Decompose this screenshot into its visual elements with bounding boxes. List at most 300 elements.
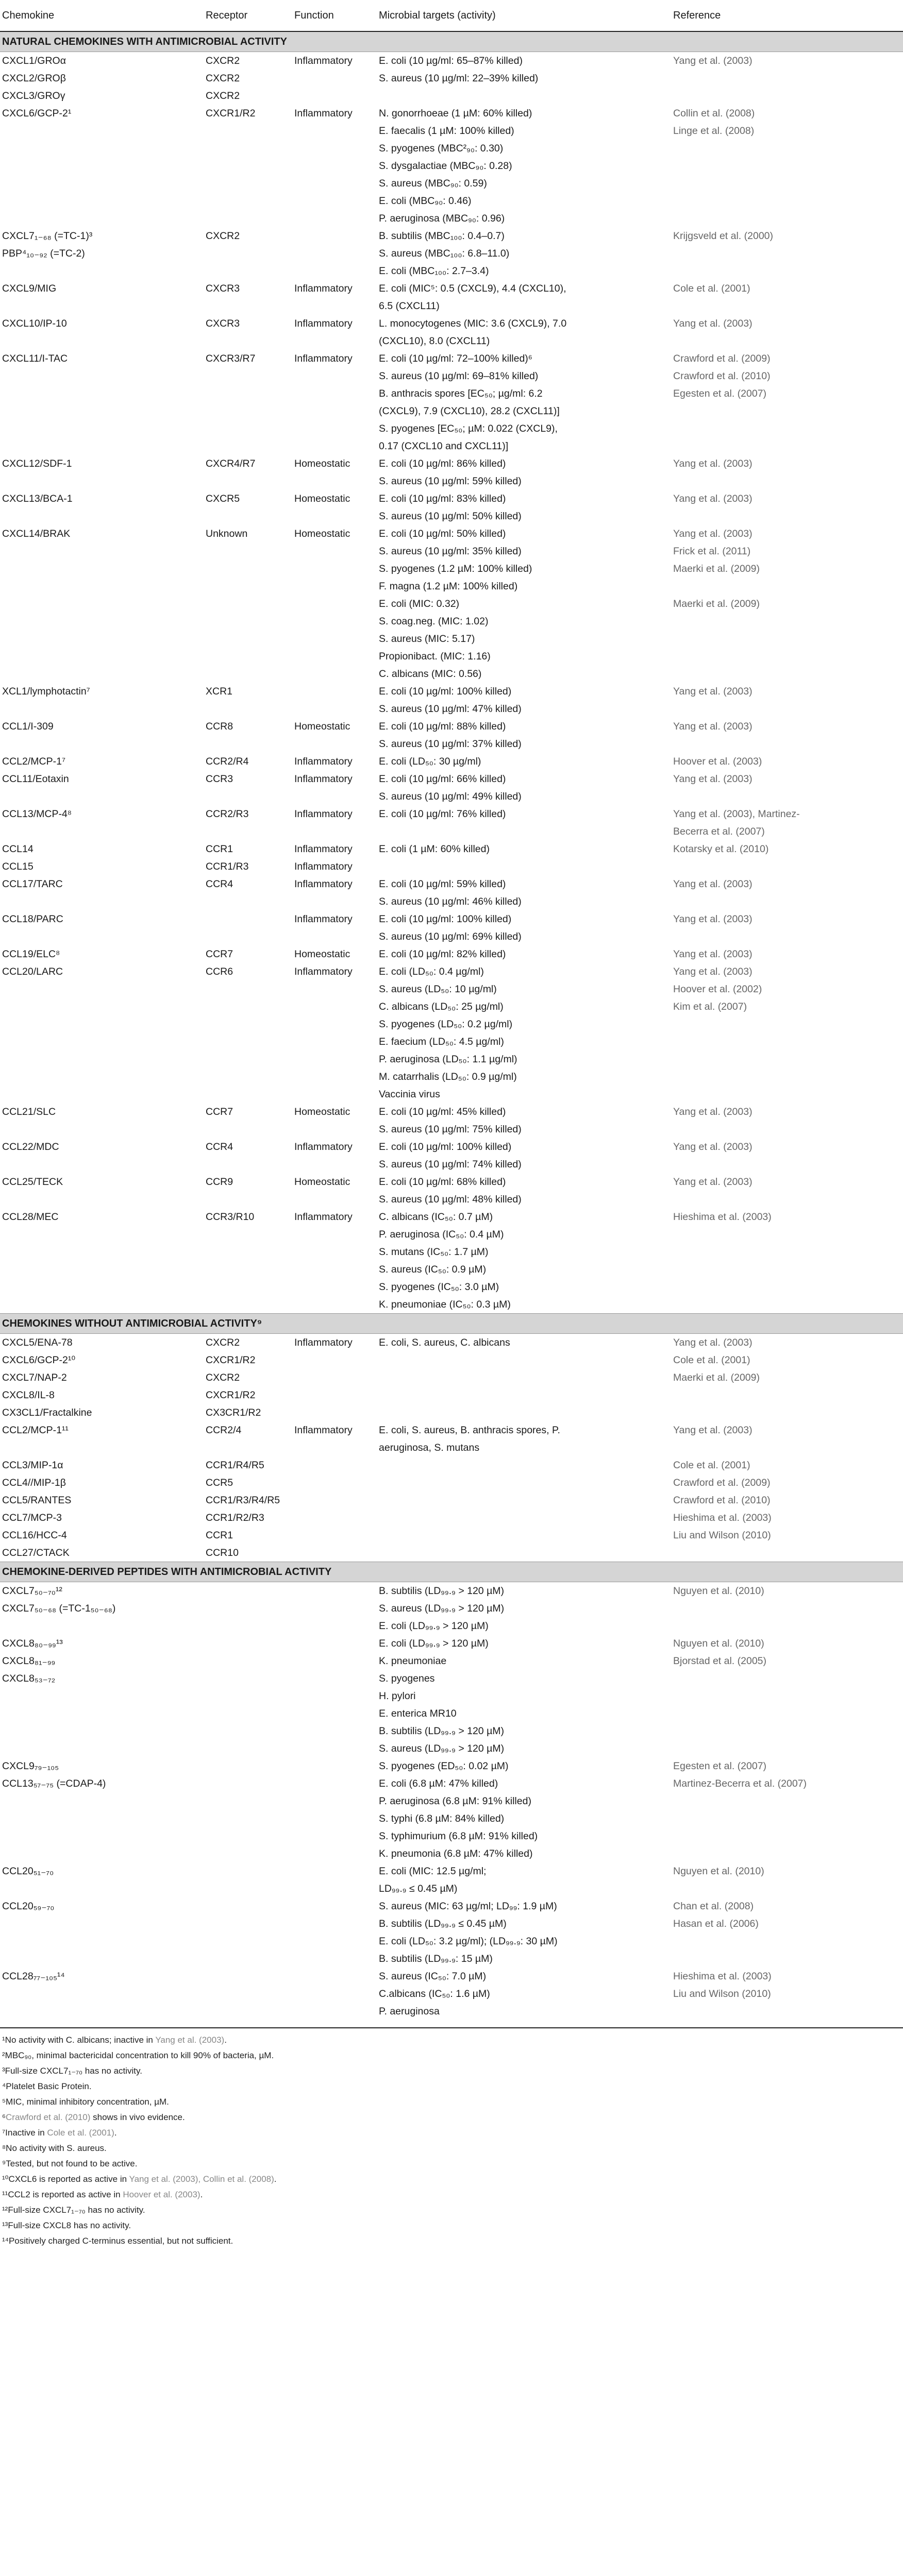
reference-cell [671, 350, 903, 455]
targets-line: S. aureus (10 µg/ml: 47% killed) [379, 703, 522, 715]
receptor-cell [204, 105, 292, 227]
function-line: Inflammatory [294, 756, 353, 767]
reference-line: Kotarsky et al. (2010) [673, 843, 769, 855]
receptor-line: CCR4 [206, 1141, 233, 1153]
receptor-cell [204, 753, 292, 770]
function-line: Homeostatic [294, 493, 350, 504]
receptor-line: CCR1/R3/R4/R5 [206, 1495, 280, 1506]
chemokine-line: CXCL11/I-TAC [2, 353, 68, 364]
targets-cell [377, 350, 671, 455]
targets-line: E. coli (10 µg/ml: 66% killed) [379, 773, 506, 785]
receptor-cell [204, 683, 292, 718]
reference-line: Cole et al. (2001) [673, 283, 750, 294]
footnote-text: ⁹Tested, but not found to be active. [2, 2159, 138, 2168]
targets-line: E. coli (MBC₉₀: 0.46) [379, 195, 472, 207]
receptor-cell [204, 910, 292, 945]
chemokine-line: CXCL9₇₉₋₁₀₅ [2, 1760, 59, 1772]
targets-cell [377, 227, 671, 280]
targets-line: S. aureus (IC₅₀: 7.0 µM) [379, 1971, 487, 1982]
targets-line: S. aureus (10 µg/ml: 50% killed) [379, 511, 522, 522]
targets-cell [377, 1208, 671, 1314]
table-row [0, 315, 903, 350]
function-line: Homeostatic [294, 528, 350, 539]
targets-line: B. subtilis (LD₉₉.₉: 15 µM) [379, 1953, 493, 1964]
chemokine-line: CXCL8₅₃₋₇₂ [2, 1673, 56, 1684]
reference-cell [671, 875, 903, 910]
targets-line: E. coli (MBC₁₀₀: 2.7–3.4) [379, 265, 489, 277]
reference-cell [671, 1173, 903, 1208]
chemokine-cell [0, 1862, 204, 1897]
targets-line: S. pyogenes [EC₅₀; µM: 0.022 (CXCL9), [379, 423, 558, 434]
chemokine-cell [0, 350, 204, 455]
table-row [0, 52, 903, 105]
chemokine-line: CCL27/CTACK [2, 1547, 70, 1558]
targets-line: E. coli (1 µM: 60% killed) [379, 843, 490, 855]
chemokine-line: CXCL10/IP-10 [2, 318, 67, 329]
reference-line: Yang et al. (2003) [673, 948, 752, 960]
table-body [0, 31, 903, 2020]
targets-cell [377, 1421, 671, 1456]
function-line: Homeostatic [294, 1106, 350, 1117]
targets-line: E. coli (10 µg/ml: 83% killed) [379, 493, 506, 504]
targets-cell [377, 683, 671, 718]
targets-line: E. coli (10 µg/ml: 45% killed) [379, 1106, 506, 1117]
targets-cell [377, 945, 671, 963]
receptor-cell [204, 350, 292, 455]
function-line: Inflammatory [294, 1211, 353, 1223]
function-cell [292, 1635, 377, 1757]
chemokine-line: CXCL9/MIG [2, 283, 57, 294]
targets-cell [377, 525, 671, 683]
targets-line: E. coli (10 µg/ml: 59% killed) [379, 878, 506, 890]
reference-line: Crawford et al. (2010) [673, 370, 771, 382]
footnote-text: ⁶ [2, 2112, 6, 2122]
receptor-cell [204, 52, 292, 105]
targets-line: E. coli, S. aureus, B. anthracis spores, P. [379, 1425, 560, 1436]
footnote-reference-link[interactable]: Hoover et al. (2003) [123, 2190, 200, 2199]
function-cell [292, 1138, 377, 1173]
receptor-cell [204, 1103, 292, 1138]
function-cell [292, 770, 377, 805]
footnote-text: ¹⁴Positively charged C-terminus essential, but not sufficient. [2, 2236, 233, 2246]
targets-line: E. faecalis (1 µM: 100% killed) [379, 125, 514, 137]
receptor-line: CX3CR1/R2 [206, 1407, 261, 1418]
reference-line: Yang et al. (2003) [673, 773, 752, 785]
receptor-cell [204, 490, 292, 525]
chemokine-line: CX3CL1/Fractalkine [2, 1407, 92, 1418]
chemokine-cell [0, 1635, 204, 1757]
section-header [0, 31, 903, 52]
targets-line: LD₉₉.₉ ≤ 0.45 µM) [379, 1883, 458, 1894]
reference-cell [671, 1138, 903, 1173]
reference-line [673, 578, 901, 595]
targets-cell [377, 805, 671, 840]
targets-cell [377, 770, 671, 805]
targets-cell [377, 1862, 671, 1897]
function-cell [292, 718, 377, 753]
reference-line: Nguyen et al. (2010) [673, 1638, 764, 1649]
targets-line: S. aureus (LD₉₉.₉ > 120 µM) [379, 1603, 505, 1614]
chemokine-line: CXCL8₈₀₋₉₉¹³ [2, 1638, 63, 1649]
function-cell [292, 350, 377, 455]
targets-line: B. subtilis (LD₉₉.₉ > 120 µM) [379, 1725, 505, 1737]
chemokine-line: CXCL7₅₀₋₇₀¹² [2, 1585, 62, 1597]
receptor-line: CCR3/R10 [206, 1211, 255, 1223]
chemokine-cell [0, 1897, 204, 1968]
chemokine-line: CCL22/MDC [2, 1141, 59, 1153]
chemokine-line: CCL2/MCP-1⁷ [2, 756, 65, 767]
table-row [0, 910, 903, 945]
reference-cell [671, 105, 903, 227]
chemokine-cell [0, 910, 204, 945]
chemokine-cell [0, 315, 204, 350]
table-row [0, 455, 903, 490]
chemokine-line: CCL3/MIP-1α [2, 1460, 63, 1471]
reference-cell [671, 770, 903, 805]
targets-cell [377, 1897, 671, 1968]
reference-line: Hoover et al. (2002) [673, 984, 762, 995]
targets-line: E. coli (MIC: 12.5 µg/ml; [379, 1866, 487, 1877]
targets-line: E. coli (10 µg/ml: 65–87% killed) [379, 55, 523, 66]
chemokine-cell [0, 963, 204, 1103]
receptor-line: CCR9 [206, 1176, 233, 1188]
reference-line: Hoover et al. (2003) [673, 756, 762, 767]
receptor-line: CXCR1/R2 [206, 1354, 256, 1366]
targets-line: S. pyogenes (IC₅₀: 3.0 µM) [379, 1281, 499, 1293]
receptor-cell [204, 1456, 292, 1562]
reference-cell [671, 805, 903, 840]
receptor-cell [204, 280, 292, 315]
receptor-line: CCR10 [206, 1547, 239, 1558]
receptor-line: CXCR5 [206, 493, 240, 504]
receptor-line: CXCR2 [206, 230, 240, 242]
reference-line: Yang et al. (2003) [673, 1176, 752, 1188]
reference-cell [671, 1635, 903, 1757]
targets-cell [377, 105, 671, 227]
header-function: Function [294, 9, 334, 21]
targets-line: S. aureus (10 µg/ml: 49% killed) [379, 791, 522, 802]
reference-line: Yang et al. (2003) [673, 686, 752, 697]
table-row [0, 1862, 903, 1897]
receptor-cell [204, 1968, 292, 2020]
targets-line: C. albicans (LD₅₀: 25 µg/ml) [379, 1001, 504, 1012]
function-line: Inflammatory [294, 318, 353, 329]
footnote-text: ¹²Full-size CXCL7₁₋₇₀ has no activity. [2, 2205, 145, 2215]
targets-line: P. aeruginosa (MBC₉₀: 0.96) [379, 213, 505, 224]
chemokine-cell [0, 718, 204, 753]
targets-line: (CXCL10), 8.0 (CXCL11) [379, 335, 490, 347]
reference-cell [671, 227, 903, 280]
targets-line: S. aureus (10 µg/ml: 69–81% killed) [379, 370, 539, 382]
targets-line: H. pylori [379, 1690, 416, 1702]
chemokine-line: CCL20₅₉₋₇₀ [2, 1901, 55, 1912]
function-line: Inflammatory [294, 861, 353, 872]
footnote-suffix: . [224, 2035, 227, 2045]
targets-cell [377, 1635, 671, 1757]
receptor-line: CXCR2 [206, 1372, 240, 1383]
footnote [0, 2187, 903, 2202]
reference-cell [671, 1968, 903, 2020]
footnote [0, 2048, 903, 2063]
targets-cell [377, 718, 671, 753]
reference-line: Crawford et al. (2009) [673, 1477, 771, 1488]
targets-line: S. aureus (10 µg/ml: 46% killed) [379, 896, 522, 907]
function-cell [292, 753, 377, 770]
targets-line: E. faecium (LD₅₀: 4.5 µg/ml) [379, 1036, 504, 1047]
targets-line: S. pyogenes (LD₅₀: 0.2 µg/ml) [379, 1019, 513, 1030]
reference-line: Yang et al. (2003) [673, 1337, 752, 1348]
targets-line: C. albicans (MIC: 0.56) [379, 668, 482, 680]
chemokine-line: CCL17/TARC [2, 878, 63, 890]
targets-line: E. coli (LD₉₉.₉ > 120 µM) [379, 1638, 489, 1649]
reference-line: Yang et al. (2003) [673, 966, 752, 977]
targets-line: S. pyogenes (MBC²₉₀: 0.30) [379, 143, 504, 154]
function-line: Inflammatory [294, 913, 353, 925]
chemokine-cell [0, 1456, 204, 1562]
chemokine-line: CCL20/LARC [2, 966, 63, 977]
function-line: Inflammatory [294, 1337, 353, 1348]
chemokine-cell [0, 1173, 204, 1208]
reference-cell [671, 1421, 903, 1456]
reference-line: Crawford et al. (2009) [673, 353, 771, 364]
footnote-reference-link[interactable]: Crawford et al. (2010) [6, 2112, 91, 2122]
receptor-line: CCR1 [206, 1530, 233, 1541]
table-row [0, 1103, 903, 1138]
function-line: Inflammatory [294, 878, 353, 890]
targets-line: K. pneumonia (6.8 µM: 47% killed) [379, 1848, 533, 1859]
function-cell [292, 490, 377, 525]
receptor-line: CCR2/R3 [206, 808, 249, 820]
targets-line: S. aureus (LD₅₀: 10 µg/ml) [379, 984, 497, 995]
targets-line: P. aeruginosa [379, 2006, 440, 2017]
chemokine-cell [0, 490, 204, 525]
receptor-line: CCR3 [206, 773, 233, 785]
footnote-text: ¹⁰CXCL6 is reported as active in [2, 2174, 129, 2184]
reference-cell [671, 280, 903, 315]
receptor-cell [204, 1897, 292, 1968]
chemokine-line: CCL25/TECK [2, 1176, 63, 1188]
table-row [0, 490, 903, 525]
reference-line: Yang et al. (2003) [673, 878, 752, 890]
chemokine-cell [0, 1334, 204, 1422]
receptor-cell [204, 1334, 292, 1422]
chemokine-line: CCL16/HCC-4 [2, 1530, 67, 1541]
reference-line: Yang et al. (2003) [673, 913, 752, 925]
footnote-reference-link[interactable]: Yang et al. (2003) [155, 2035, 225, 2045]
function-line: Inflammatory [294, 55, 353, 66]
chemokine-cell [0, 1103, 204, 1138]
table-row [0, 753, 903, 770]
receptor-line: CCR1/R4/R5 [206, 1460, 264, 1471]
reference-cell [671, 840, 903, 875]
chemokine-line: CXCL5/ENA-78 [2, 1337, 73, 1348]
receptor-line: CCR7 [206, 948, 233, 960]
targets-cell [377, 875, 671, 910]
targets-cell [377, 1173, 671, 1208]
section-title: CHEMOKINE-DERIVED PEPTIDES WITH ANTIMICROBIAL ACTIVITY [0, 1562, 903, 1582]
chemokine-line: CXCL7/NAP-2 [2, 1372, 67, 1383]
targets-line: S. pyogenes [379, 1673, 435, 1684]
footnote [0, 2156, 903, 2172]
footnote-suffix: . [114, 2128, 117, 2138]
table-row [0, 525, 903, 683]
reference-line: Egesten et al. (2007) [673, 1760, 767, 1772]
header-targets: Microbial targets (activity) [379, 9, 496, 21]
targets-cell [377, 753, 671, 770]
reference-line: Liu and Wilson (2010) [673, 1530, 771, 1541]
function-cell [292, 315, 377, 350]
targets-line: E. coli (MIC: 0.32) [379, 598, 460, 609]
receptor-line: Unknown [206, 528, 248, 539]
receptor-line: CXCR3 [206, 283, 240, 294]
chemokine-line: CCL18/PARC [2, 913, 63, 925]
chemokine-line: CXCL8₈₁₋₉₉ [2, 1655, 56, 1667]
targets-cell [377, 1138, 671, 1173]
table-row [0, 963, 903, 1103]
reference-line: Crawford et al. (2010) [673, 1495, 771, 1506]
receptor-cell [204, 1582, 292, 1635]
chemokine-line: CXCL6/GCP-2¹ [2, 108, 72, 119]
targets-line: E. coli (MIC⁵: 0.5 (CXCL9), 4.4 (CXCL10), [379, 283, 566, 294]
targets-line: F. magna (1.2 µM: 100% killed) [379, 581, 518, 592]
footnote [0, 2202, 903, 2218]
targets-line: S. aureus (10 µg/ml: 37% killed) [379, 738, 522, 750]
targets-line: (CXCL9), 7.9 (CXCL10), 28.2 (CXCL11)] [379, 405, 560, 417]
chemokine-line: CXCL14/BRAK [2, 528, 71, 539]
function-line: Inflammatory [294, 966, 353, 977]
chemokine-cell [0, 840, 204, 875]
receptor-line: CXCR1/R2 [206, 1389, 256, 1401]
table-row [0, 280, 903, 315]
function-cell [292, 1103, 377, 1138]
footnote [0, 2032, 903, 2048]
function-cell [292, 1968, 377, 2020]
function-line: Inflammatory [294, 843, 353, 855]
targets-line: S. aureus (IC₅₀: 0.9 µM) [379, 1264, 487, 1275]
function-cell [292, 910, 377, 945]
receptor-line: CCR1/R2/R3 [206, 1512, 264, 1523]
footnote-suffix: . [200, 2190, 203, 2199]
targets-line: M. catarrhalis (LD₅₀: 0.9 µg/ml) [379, 1071, 517, 1082]
receptor-line: CXCR1/R2 [206, 108, 256, 119]
chemokine-line: CCL28/MEC [2, 1211, 59, 1223]
targets-line: S. aureus (10 µg/ml: 22–39% killed) [379, 73, 539, 84]
targets-line: E. coli (LD₅₀: 0.4 µg/ml) [379, 966, 484, 977]
reference-cell [671, 490, 903, 525]
reference-line: Yang et al. (2003) [673, 528, 752, 539]
targets-line: E. coli (10 µg/ml: 82% killed) [379, 948, 506, 960]
reference-line: Liu and Wilson (2010) [673, 1988, 771, 1999]
targets-cell [377, 455, 671, 490]
targets-line: Vaccinia virus [379, 1089, 440, 1100]
function-cell [292, 1334, 377, 1422]
chemokine-cell [0, 753, 204, 770]
chemokine-cell [0, 683, 204, 718]
chemokine-cell [0, 1968, 204, 2020]
chemokine-line: CXCL12/SDF-1 [2, 458, 72, 469]
table-row [0, 1635, 903, 1757]
reference-line: Maerki et al. (2009) [673, 1372, 760, 1383]
targets-cell [377, 52, 671, 105]
targets-line: S. aureus (10 µg/ml: 35% killed) [379, 546, 522, 557]
footnote-text: ²MBC₉₀, minimal bactericidal concentration to kill 90% of bacteria, µM. [2, 2050, 274, 2060]
targets-cell [377, 1103, 671, 1138]
function-cell [292, 1456, 377, 1562]
receptor-line: CCR4 [206, 878, 233, 890]
receptor-cell [204, 875, 292, 910]
function-cell [292, 1862, 377, 1897]
footnote [0, 2079, 903, 2094]
receptor-cell [204, 805, 292, 840]
receptor-line: CCR5 [206, 1477, 233, 1488]
table-row [0, 1421, 903, 1456]
footnotes [0, 2027, 903, 2249]
receptor-cell [204, 1138, 292, 1173]
footnote [0, 2172, 903, 2187]
reference-cell [671, 1862, 903, 1897]
footnote [0, 2141, 903, 2156]
function-line: Homeostatic [294, 948, 350, 960]
reference-line: Chan et al. (2008) [673, 1901, 754, 1912]
function-cell [292, 1208, 377, 1314]
reference-line: Nguyen et al. (2010) [673, 1585, 764, 1597]
function-line: Homeostatic [294, 721, 350, 732]
targets-line: L. monocytogenes (MIC: 3.6 (CXCL9), 7.0 [379, 318, 567, 329]
chemokine-cell [0, 1757, 204, 1862]
reference-line: Nguyen et al. (2010) [673, 1866, 764, 1877]
targets-line: S. dysgalactiae (MBC₉₀: 0.28) [379, 160, 512, 172]
targets-line: E. coli (10 µg/ml: 68% killed) [379, 1176, 506, 1188]
table-row [0, 805, 903, 840]
header-chemokine: Chemokine [2, 9, 55, 21]
reference-line: Cole et al. (2001) [673, 1460, 750, 1471]
footnote-reference-link[interactable]: Cole et al. (2001) [47, 2128, 114, 2138]
footnote-reference-link[interactable]: Yang et al. (2003), Collin et al. (2008) [129, 2174, 274, 2184]
footnote-text: ⁷Inactive in [2, 2128, 47, 2138]
targets-cell [377, 315, 671, 350]
targets-line: E. coli (10 µg/ml: 50% killed) [379, 528, 506, 539]
footnote [0, 2110, 903, 2125]
section-header [0, 1314, 903, 1334]
function-line: Inflammatory [294, 108, 353, 119]
reference-line: Linge et al. (2008) [673, 125, 755, 137]
function-cell [292, 227, 377, 280]
receptor-cell [204, 227, 292, 280]
table-row [0, 1334, 903, 1422]
receptor-line: CCR6 [206, 966, 233, 977]
targets-cell [377, 1968, 671, 2020]
table-row [0, 105, 903, 227]
targets-line: S. coag.neg. (MIC: 1.02) [379, 616, 489, 627]
targets-cell [377, 1456, 671, 1562]
chemokine-line: CCL11/Eotaxin [2, 773, 69, 785]
reference-line: Cole et al. (2001) [673, 1354, 750, 1366]
targets-line: C. albicans (IC₅₀: 0.7 µM) [379, 1211, 493, 1223]
function-cell [292, 683, 377, 718]
chemokine-cell [0, 455, 204, 490]
chemokine-cell [0, 1208, 204, 1314]
reference-line: Maerki et al. (2009) [673, 563, 760, 574]
function-line: Homeostatic [294, 458, 350, 469]
targets-cell [377, 1582, 671, 1635]
chemokine-line: CCL7/MCP-3 [2, 1512, 62, 1523]
function-line: Inflammatory [294, 808, 353, 820]
chemokine-line: CXCL1/GROα [2, 55, 66, 66]
receptor-line: CCR8 [206, 721, 233, 732]
reference-line: Bjorstad et al. (2005) [673, 1655, 767, 1667]
receptor-cell [204, 963, 292, 1103]
table-row [0, 875, 903, 910]
